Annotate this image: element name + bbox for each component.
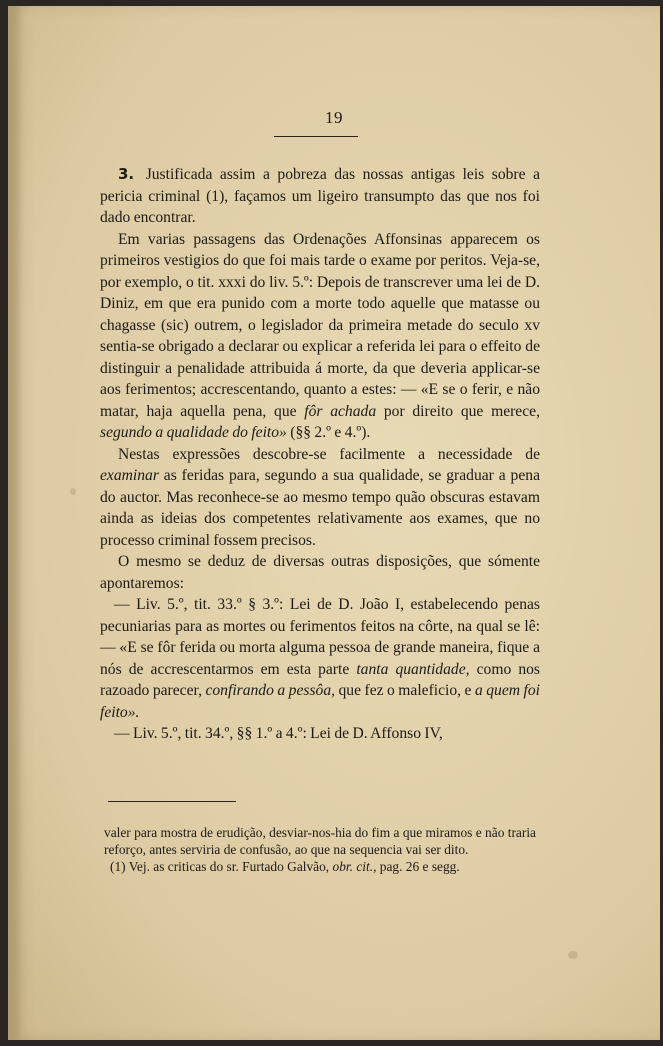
section-number: 3. (118, 165, 135, 183)
paper-stain (568, 951, 578, 959)
paragraph-1: 3. Justificada assim a pobreza das nossas antigas leis sobre a pericia criminal (1), façamos um ligeiro transumpto das que nos foi dado encontrar. (100, 165, 540, 226)
book-page (8, 6, 660, 1040)
page-gutter-shadow (8, 6, 22, 1040)
paragraph-2: Em varias passagens das Ordenações Affonsinas apparecem os primeiros vestigios do que foi mais tarde o exame por peritos. Veja-se, por exemplo, o tit. xxxi do liv. 5.º: Depois de transcrever uma lei de D. Diniz, em que era punido com a morte todo aquelle que matasse ou chagasse (sic) outrem, o legislador da primeira metade do seculo xv sentia-se obrigado a declarar ou explicar a referida lei para o effeito de distinguir a penalidade attribuida á morte, da que deveria applicar-se aos ferimentos; accrescentando, quanto a estes: — «E se o ferir, e não matar, haja aquella pena, que fôr achada por direito que merece, segundo a qualidade do feito» (§§ 2.º e 4.º). (100, 230, 540, 441)
page-number-rule (274, 136, 358, 137)
footnotes (104, 824, 536, 875)
paragraph-4: O mesmo se deduz de diversas outras disposições, que sómente apontaremos: (100, 553, 540, 592)
paragraph-5: — Liv. 5.º, tit. 33.º § 3.º: Lei de D. João I, estabelecendo penas pecuniarias para as mortes ou ferimentos feitos na côrte, na qual se lê: — «E se fôr ferida ou morta alguma pessoa de grande maneira, fique a nós de accrescentarmos em esta parte tanta quantidade, como nos razoado parecer, confirando a pessôa, que fez o maleficio, e a quem foi feito». (100, 596, 540, 721)
paper-stain (70, 488, 76, 495)
footnote-rule (108, 801, 236, 802)
main-text (100, 164, 540, 745)
page-number: 19 (325, 108, 343, 127)
footnote-continuation: valer para mostra de erudição, desviar-nos-hia do fim a que miramos e não traria reforço, antes serviria de confusão, ao que na sequencia vai ser dito. (104, 825, 536, 857)
paragraph-3: Nestas expressões descobre-se facilmente a necessidade de examinar as feridas para, segundo a sua qualidade, se graduar a pena do auctor. Mas reconhece-se ao mesmo tempo quão obscuras estavam ainda as ideias dos competentes relativamente aos exames, que no processo criminal fossem precisos. (100, 445, 540, 549)
footnote-1: (1) Vej. as criticas do sr. Furtado Galvão, obr. cit., pag. 26 e segg. (110, 859, 460, 874)
paragraph-6: — Liv. 5.º, tit. 34.º, §§ 1.º a 4.º: Lei de D. Affonso IV, (114, 725, 443, 742)
